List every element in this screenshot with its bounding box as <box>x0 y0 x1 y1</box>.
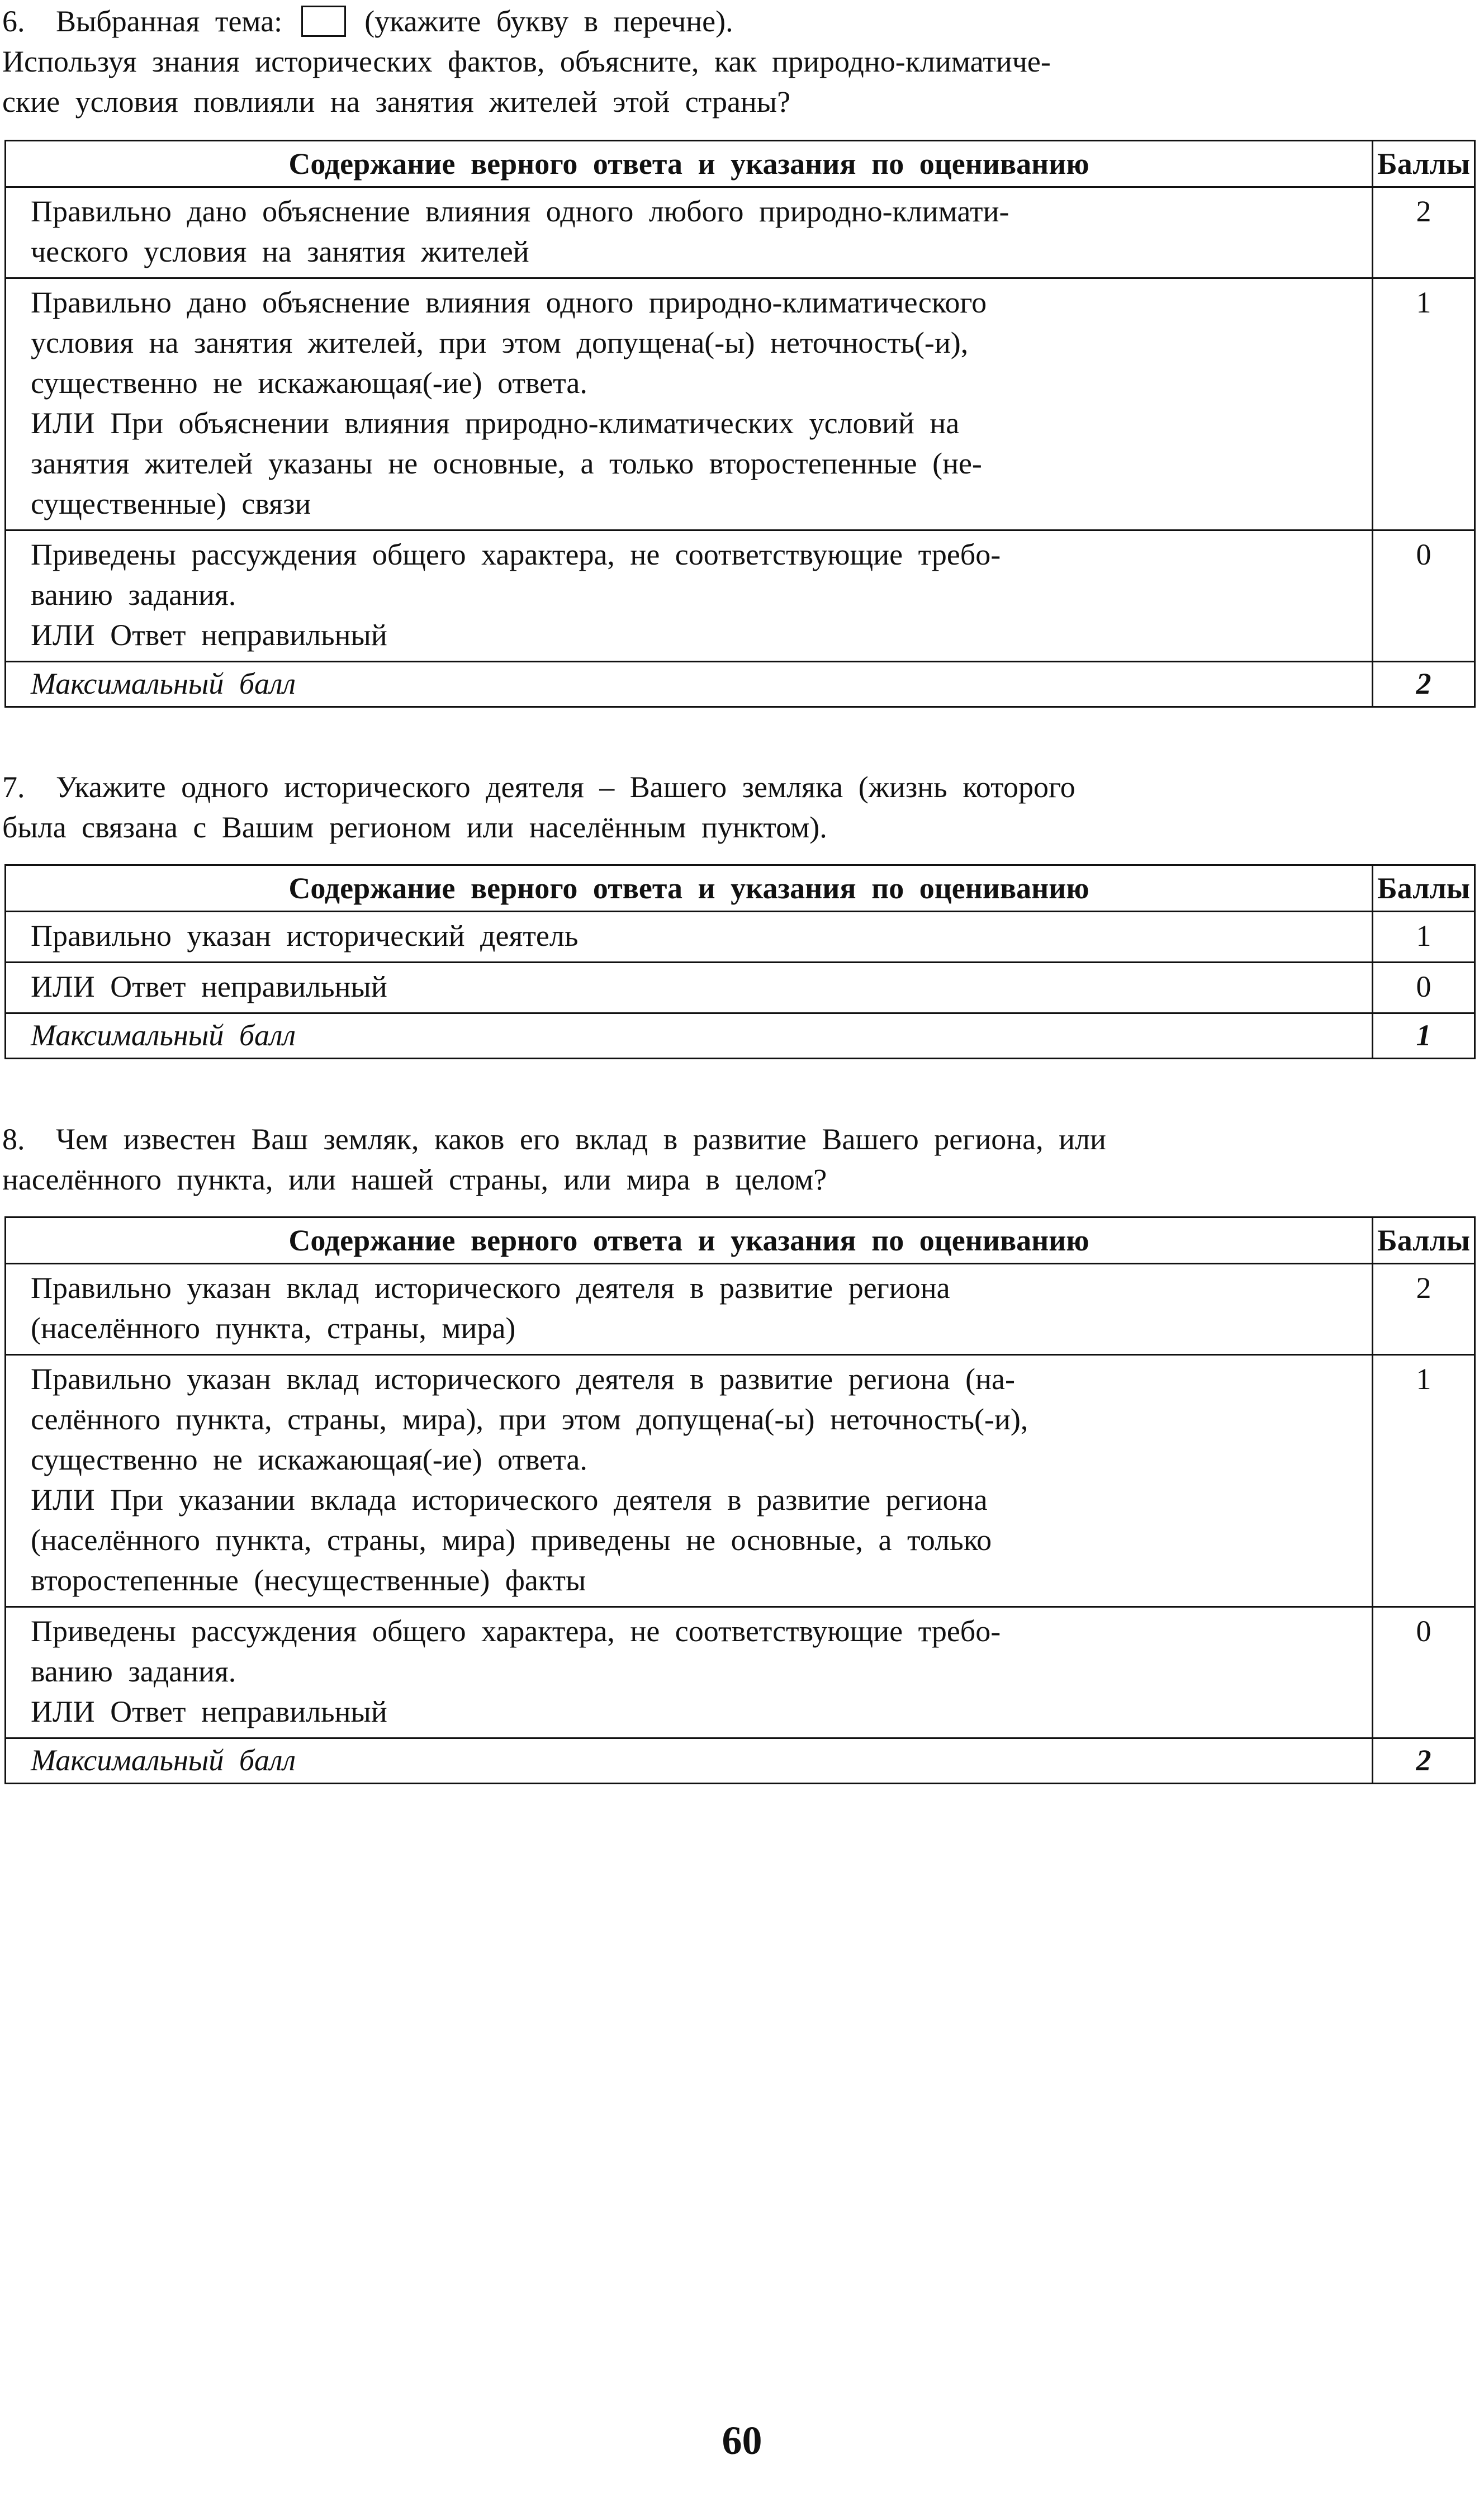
task-8-line-1-text: Чем известен Ваш земляк, каков его вклад в развитие Вашего региона, или <box>56 1122 1106 1156</box>
task-8-number: 8. <box>2 1122 25 1156</box>
task-6-criteria-table <box>4 140 1476 708</box>
max-score-label: Максимальный балл <box>6 1013 1373 1059</box>
criterion-text <box>6 963 1373 1013</box>
task-6-line-3: ские условия повлияли на занятия жителей этой страны? <box>2 85 791 119</box>
table-header-row <box>6 141 1475 187</box>
content-column-header: Содержание верного ответа и указания по оцениванию <box>6 1217 1373 1264</box>
task-7-text <box>0 767 1484 847</box>
criterion-line: Правильно указан исторический деятель <box>31 919 579 953</box>
points-column-header: Баллы <box>1373 1217 1475 1264</box>
criterion-text <box>6 912 1373 963</box>
criterion-line: Приведены рассуждения общего характера, не соответствующие требо- <box>31 1614 1001 1648</box>
criterion-points: 0 <box>1373 963 1475 1013</box>
criterion-line: ИЛИ При указании вклада исторического деятеля в развитие региона <box>31 1483 988 1517</box>
criterion-line: ванию задания. <box>31 1655 236 1688</box>
topic-letter-box[interactable] <box>301 6 346 37</box>
criterion-text <box>6 278 1373 530</box>
criterion-text <box>6 1355 1373 1607</box>
table-row <box>6 530 1475 662</box>
criterion-line: Правильно дано объяснение влияния одного любого природно-климати- <box>31 195 1009 228</box>
criterion-text <box>6 1264 1373 1355</box>
criterion-line: ческого условия на занятия жителей <box>31 235 529 268</box>
criterion-line: ИЛИ Ответ неправильный <box>31 1695 387 1728</box>
content-column-header: Содержание верного ответа и указания по оцениванию <box>6 865 1373 912</box>
task-6-topic-label: Выбранная тема: <box>56 4 283 38</box>
criterion-points: 2 <box>1373 187 1475 278</box>
criterion-text <box>6 187 1373 278</box>
task-7-line-1 <box>2 767 1475 807</box>
points-column-header: Баллы <box>1373 141 1475 187</box>
table-row <box>6 1607 1475 1738</box>
task-8-criteria-table <box>4 1216 1476 1784</box>
page-number: 60 <box>722 2418 762 2463</box>
criterion-text <box>6 1607 1373 1738</box>
task-6-topic-instruction: (укажите букву в перечне). <box>364 4 733 38</box>
task-6-number: 6. <box>2 4 25 38</box>
max-score-row <box>6 1738 1475 1784</box>
criterion-line: ванию задания. <box>31 578 236 612</box>
criterion-line: существенные) связи <box>31 487 311 520</box>
criterion-points: 1 <box>1373 278 1475 530</box>
table-row <box>6 1264 1475 1355</box>
task-6-line-1 <box>2 1 1475 41</box>
max-score-row <box>6 662 1475 707</box>
table-header-row <box>6 865 1475 912</box>
task-7-line-2: была связана с Вашим регионом или населённым пунктом). <box>2 811 827 844</box>
criterion-line: (населённого пункта, страны, мира) приведены не основные, а только <box>31 1523 992 1557</box>
criterion-points: 1 <box>1373 1355 1475 1607</box>
criterion-text <box>6 530 1373 662</box>
content-column-header: Содержание верного ответа и указания по оцениванию <box>6 141 1373 187</box>
criterion-line: второстепенные (несущественные) факты <box>31 1563 586 1597</box>
max-score-value: 1 <box>1373 1013 1475 1059</box>
points-column-header: Баллы <box>1373 865 1475 912</box>
task-8-line-1 <box>2 1119 1475 1159</box>
criterion-line: ИЛИ Ответ неправильный <box>31 970 387 1003</box>
task-8-prompt <box>0 1119 1484 1200</box>
criterion-points: 0 <box>1373 1607 1475 1738</box>
max-score-label: Максимальный балл <box>6 1738 1373 1784</box>
table-row <box>6 963 1475 1013</box>
criterion-line: ИЛИ Ответ неправильный <box>31 618 387 652</box>
criterion-line: (населённого пункта, страны, мира) <box>31 1311 516 1345</box>
table-row <box>6 187 1475 278</box>
criterion-points: 2 <box>1373 1264 1475 1355</box>
table-row <box>6 1355 1475 1607</box>
task-6-text <box>0 1 1484 122</box>
criterion-line: ИЛИ При объяснении влияния природно-климатических условий на <box>31 406 960 440</box>
criterion-line: условия на занятия жителей, при этом допущена(-ы) неточность(-и), <box>31 326 969 359</box>
criterion-line: Приведены рассуждения общего характера, не соответствующие требо- <box>31 538 1001 571</box>
criterion-line: селённого пункта, страны, мира), при этом допущена(-ы) неточность(-и), <box>31 1402 1028 1436</box>
task-7-number: 7. <box>2 770 25 804</box>
criterion-points: 1 <box>1373 912 1475 963</box>
criterion-line: существенно не искажающая(-ие) ответа. <box>31 1443 587 1476</box>
task-6-prompt <box>0 1 1484 122</box>
max-score-label: Максимальный балл <box>6 662 1373 707</box>
criterion-line: занятия жителей указаны не основные, а только второстепенные (не- <box>31 447 982 480</box>
task-6-line-2: Используя знания исторических фактов, объясните, как природно-климатиче- <box>2 45 1051 78</box>
criterion-line: Правильно указан вклад исторического деятеля в развитие региона <box>31 1271 950 1305</box>
task-7-line-1-text: Укажите одного исторического деятеля – Вашего земляка (жизнь которого <box>56 770 1075 804</box>
task-7-prompt <box>0 767 1484 847</box>
max-score-value: 2 <box>1373 1738 1475 1784</box>
max-score-row <box>6 1013 1475 1059</box>
criterion-line: Правильно дано объяснение влияния одного природно-климатического <box>31 286 987 319</box>
task-8-line-2: населённого пункта, или нашей страны, или мира в целом? <box>2 1163 827 1196</box>
task-7-criteria-table <box>4 864 1476 1059</box>
max-score-value: 2 <box>1373 662 1475 707</box>
criterion-points: 0 <box>1373 530 1475 662</box>
table-row <box>6 278 1475 530</box>
table-header-row <box>6 1217 1475 1264</box>
table-row <box>6 912 1475 963</box>
criterion-line: существенно не искажающая(-ие) ответа. <box>31 366 587 400</box>
task-8-text <box>0 1119 1484 1200</box>
criterion-line: Правильно указан вклад исторического деятеля в развитие региона (на- <box>31 1362 1015 1396</box>
